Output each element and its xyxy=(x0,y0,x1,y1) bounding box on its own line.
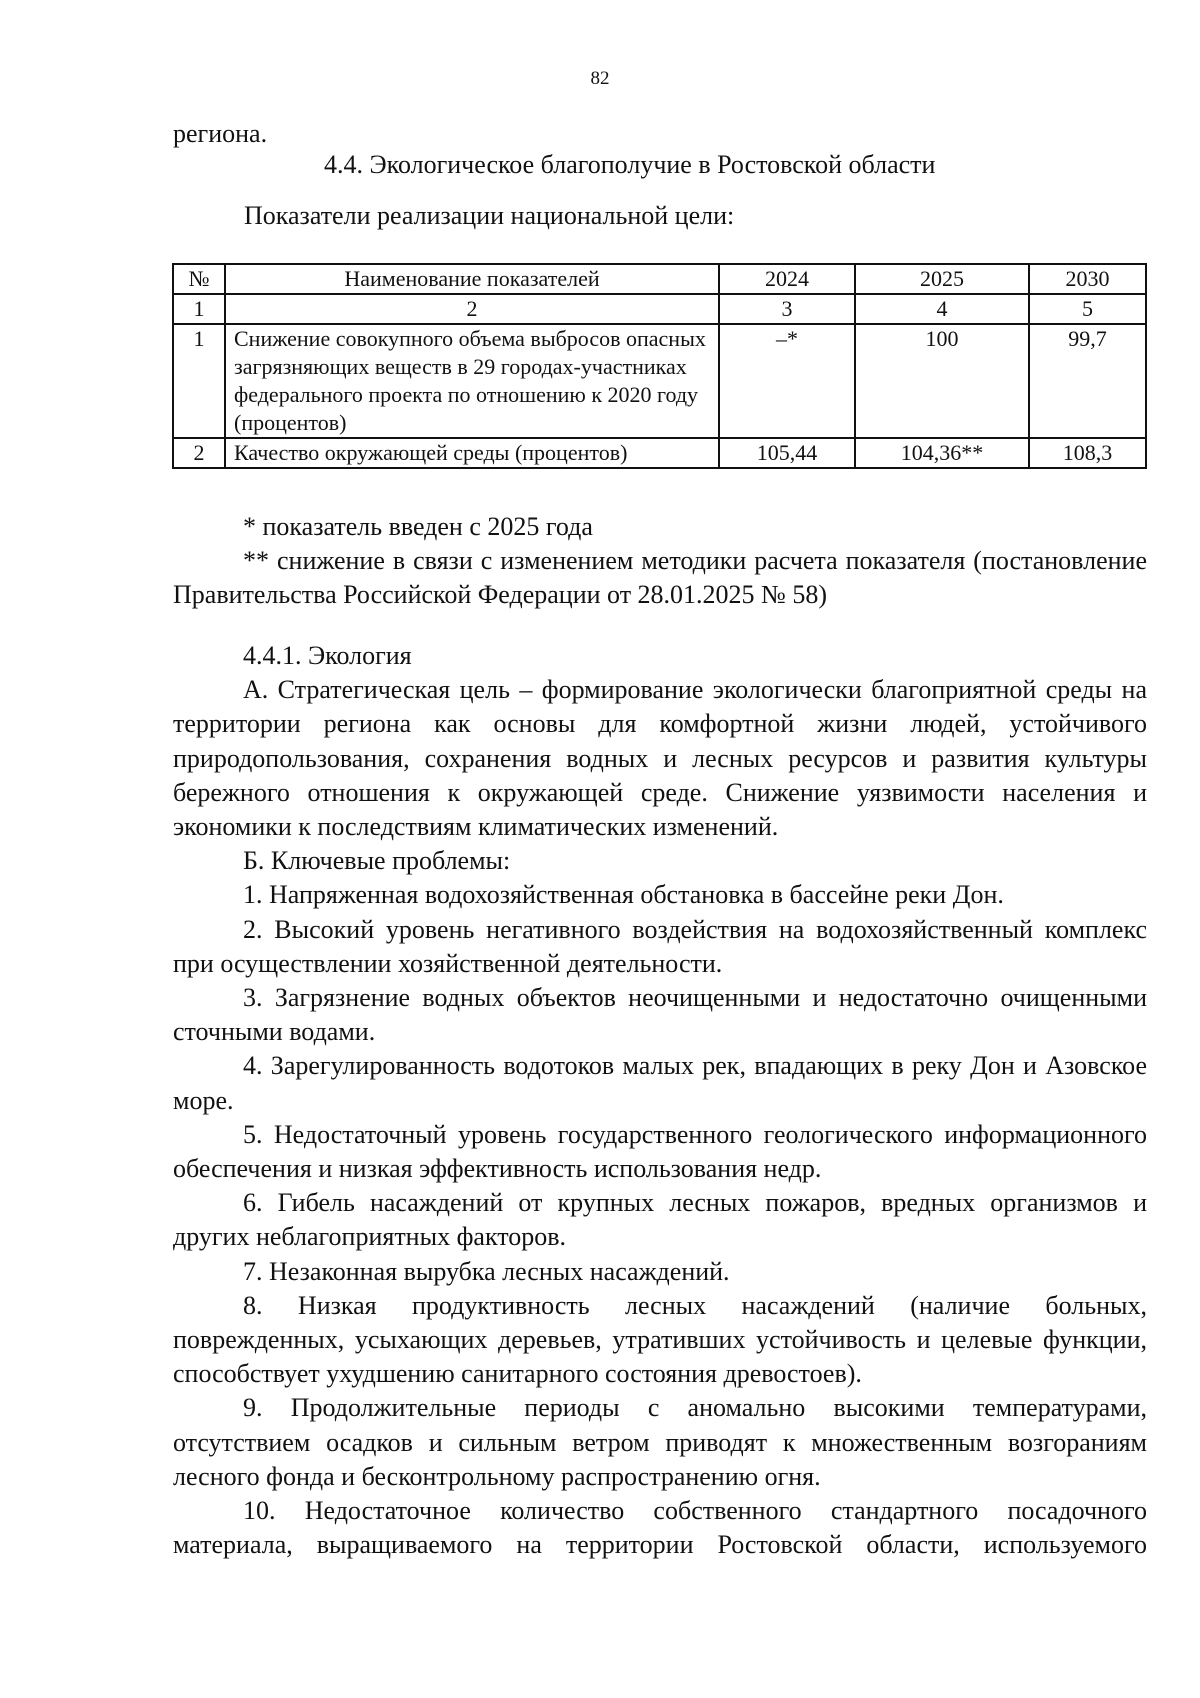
paragraph: 8. Низкая продуктивность лесных насаждений (наличие больных, поврежденных, усыхающих деревьев, утративших устойчивость и целевые функции, способствует ухудшению санитарного состояния древостоев). xyxy=(173,1290,1147,1389)
row-value-2024: –* xyxy=(719,324,855,438)
row-name: Снижение совокупного объема выбросов опасных загрязняющих веществ в 29 городах-участниках федерального проекта по отношению к 2020 году (процентов) xyxy=(225,324,719,438)
numbering-cell: 2 xyxy=(225,294,719,324)
page-number: 82 xyxy=(590,68,610,89)
paragraph: 9. Продолжительные периоды с аномально высокими температурами, отсутствием осадков и сильным ветром приводят к множественным возгораниям лесного фонда и бесконтрольному распространению огня. xyxy=(173,1393,1147,1491)
numbering-cell: 4 xyxy=(855,294,1029,324)
table-caption: Показатели реализации национальной цели: xyxy=(244,201,735,230)
numbering-cell: 3 xyxy=(719,294,855,324)
table-header-row xyxy=(173,264,1146,294)
footnote: * показатель введен с 2025 года xyxy=(243,512,593,541)
paragraph: 7. Незаконная вырубка лесных насаждений. xyxy=(243,1256,730,1286)
table-row xyxy=(173,324,1146,438)
paragraph: Б. Ключевые проблемы: xyxy=(243,846,511,876)
indicators-table xyxy=(172,263,1147,469)
numbering-cell: 1 xyxy=(173,294,225,324)
table-row xyxy=(173,438,1146,468)
header-2025: 2025 xyxy=(855,264,1029,294)
row-no: 1 xyxy=(173,324,225,438)
lead-text: региона. xyxy=(173,119,268,148)
paragraph: 6. Гибель насаждений от крупных лесных пожаров, вредных организмов и других неблагоприятных факторов. xyxy=(173,1188,1147,1252)
paragraph: 2. Высокий уровень негативного воздействия на водохозяйственный комплекс при осуществлении хозяйственной деятельности. xyxy=(173,914,1147,978)
row-value-2024: 105,44 xyxy=(719,438,855,468)
paragraph: А. Стратегическая цель – формирование экологически благоприятной среды на территории региона как основы для комфортной жизни людей, устойчивого природопользования, сохранения водных и лесных ресурсов и развития культуры бережного отношения к окружающей среде. Снижение уязвимости населения и экономики к последствиям климатических изменений. xyxy=(173,675,1147,842)
row-name: Качество окружающей среды (процентов) xyxy=(225,438,719,468)
column-numbering-row xyxy=(173,294,1146,324)
section-title: 4.4. Экологическое благополучие в Ростовской области xyxy=(324,150,936,179)
numbering-cell: 5 xyxy=(1029,294,1146,324)
row-no: 2 xyxy=(173,438,225,468)
row-value-2030: 108,3 xyxy=(1029,438,1146,468)
footnote: ** снижение в связи с изменением методики расчета показателя (постановление Правительства Российской Федерации от 28.01.2025 № 58) xyxy=(173,546,1147,609)
header-name: Наименование показателей xyxy=(225,264,719,294)
header-2024: 2024 xyxy=(719,264,855,294)
paragraph: 10. Недостаточное количество собственного стандартного посадочного материала, выращиваемого на территории Ростовской области, используемого xyxy=(173,1496,1147,1560)
header-2030: 2030 xyxy=(1029,264,1146,294)
subsection-title: 4.4.1. Экология xyxy=(243,641,412,670)
header-no: № xyxy=(173,264,225,294)
paragraph: 5. Недостаточный уровень государственного геологического информационного обеспечения и низкая эффективность использования недр. xyxy=(173,1119,1147,1184)
row-value-2030: 99,7 xyxy=(1029,324,1146,438)
paragraph: 4. Зарегулированность водотоков малых рек, впадающих в реку Дон и Азовское море. xyxy=(173,1051,1147,1115)
paragraph: 3. Загрязнение водных объектов неочищенными и недостаточно очищенными сточными водами. xyxy=(173,983,1147,1047)
table-footnotes xyxy=(173,510,1147,612)
row-value-2025: 100 xyxy=(855,324,1029,438)
paragraph: 1. Напряженная водохозяйственная обстановка в бассейне реки Дон. xyxy=(243,880,1004,910)
body-text xyxy=(173,639,1147,1562)
row-value-2025: 104,36** xyxy=(855,438,1029,468)
